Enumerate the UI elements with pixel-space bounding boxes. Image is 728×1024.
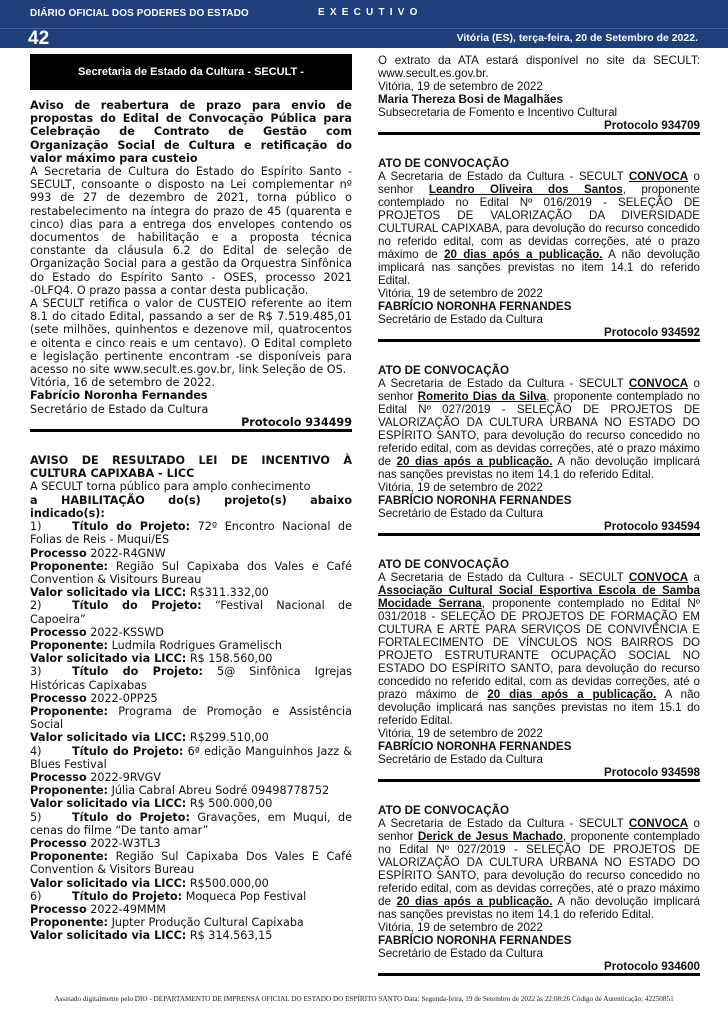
value-amount: R$ 158.560,00 (189, 652, 273, 666)
project-list (30, 520, 352, 943)
project-value (30, 797, 352, 810)
ata-extract (378, 54, 700, 135)
project-title: Gravações, em Muqui, de cenas do filme “De tanto amar” (30, 810, 352, 837)
deadline: 20 dias após a publicação. (396, 455, 553, 468)
project-item (30, 745, 352, 771)
signer-name: Maria Thereza Bosi de Magalhães (378, 93, 563, 106)
act-title: ATO DE CONVOCAÇÃO (378, 364, 509, 377)
project-process (30, 692, 352, 705)
project-title: 5@ Sinfônica Igrejas Históricas Capixabas (30, 665, 353, 692)
notice-title: AVISO DE RESULTADO LEI DE INCENTIVO À CULTURA CAPIXABA - LICC (30, 454, 352, 481)
value-label: Valor solicitado via LICC: (30, 797, 187, 811)
project-value (30, 731, 352, 744)
value-amount: R$311.332,00 (189, 586, 269, 600)
act-spacer (378, 135, 700, 157)
proponent-label: Proponente: (30, 784, 109, 798)
signer-name: FABRÍCIO NORONHA FERNANDES (378, 300, 572, 313)
project-title-label: Título do Projeto: (72, 744, 184, 758)
process-number: 2022-9RVGV (90, 770, 161, 784)
signer-role: Secretário de Estado da Cultura (378, 313, 543, 326)
notice-intro: A SECULT torna público para amplo conhecimento (30, 480, 311, 494)
value-label: Valor solicitado via LICC: (30, 731, 187, 745)
proponent-name: Região Sul Capixaba Dos Vales E Café Convention & Visitors Bureau (30, 850, 352, 877)
act-connector: a (688, 571, 700, 584)
convoked-name: Derick de Jesus Machado (417, 830, 563, 843)
act-connector: o senhor (378, 817, 700, 843)
act-sanction: A não devolução implicará nas sanções previstas no item 15.1 do referido Edital. (378, 688, 700, 727)
right-column (378, 54, 700, 976)
project-number: 5) (30, 810, 42, 824)
process-number: 2022-49MMM (90, 902, 166, 916)
project-item (30, 520, 352, 546)
convoca-keyword: CONVOCA (628, 817, 689, 830)
project-value (30, 586, 352, 599)
proponent-name: Região Sul Capixaba dos Vales e Café Convention & Visitours Bureau (30, 559, 352, 586)
act-sanction: A não devolução implicará nas sanções previstas no item 14.1 do referido Edital. (378, 895, 700, 921)
proponent-name: Ludmila Rodrigues Gramelisch (111, 638, 282, 652)
project-title-label: Título do Projeto: (72, 810, 190, 824)
place-date: Vitória, 19 de setembro de 2022 (378, 80, 543, 93)
place-date: Vitória, 19 de setembro de 2022 (378, 481, 543, 494)
place-date: Vitória, 19 de setembro de 2022 (378, 727, 543, 740)
project-process (30, 771, 352, 784)
act-sanction: A não devolução implicará nas sanções previstas no item 14.1 do referido Edital. (378, 455, 700, 481)
act-title: ATO DE CONVOCAÇÃO (378, 804, 509, 817)
value-amount: R$ 500.000,00 (189, 797, 273, 811)
proponent-name: Jupter Produção Cultural Capixaba (111, 916, 304, 930)
process-number: 2022-R4GNW (90, 546, 166, 560)
section-name: EXECUTIVO (318, 7, 423, 18)
act-spacer (378, 782, 700, 804)
proponent-label: Proponente: (30, 916, 109, 930)
deadline: 20 dias após a publicação. (487, 688, 657, 701)
notice-licc-result (30, 454, 352, 943)
signer-name: Fabrício Noronha Fernandes (30, 389, 208, 403)
project-process (30, 837, 352, 850)
act-text: , proponente contemplado no Edital Nº 031/2018 - SELEÇÃO DE PROJETOS DE FORMAÇÃO EM CULTURA E ARTE PARA SERVIÇOS DE CONVIVÊNCIA E FORTALECIMENTO DE VÍNCULOS NOS BAIRROS DO PROJETO ESTRUTURANTE OCUPAÇÃO SOCIAL NO ESTADO DO ESPÍRITO SANTO, para devolução do recurso concedido no referido edital, com as devidas correções, até o prazo máximo de (378, 597, 700, 701)
value-label: Valor solicitado via LICC: (30, 929, 187, 943)
digital-signature-footer: Assinado digitalmente pelo DIO - DEPARTAMENTO DE IMPRENSA OFICIAL DO ESTADO DO ESPÍRITO SANTO Data: Segunda-feira, 19 de Setembro de 2022 às 22:08:26 Código de Autenticação: 42250851 (54, 995, 674, 1003)
page-info-bar (0, 28, 728, 48)
project-title: 6ª edição Manguinhos Jazz & Blues Festival (30, 744, 352, 771)
signer-name: FABRÍCIO NORONHA FERNANDES (378, 494, 572, 507)
convoca-keyword: CONVOCA (628, 170, 689, 183)
value-amount: R$299.510,00 (189, 731, 269, 745)
deadline: 20 dias após a publicação. (444, 248, 603, 261)
page-number: 42 (28, 28, 50, 49)
notice-body: A Secretaria de Cultura do Estado do Espírito Santo - SECULT, consoante o disposto na Lei complementar nº 993 de 27 de dezembro de 2021, torna público o restabelecimento na íntegra do prazo de 45 (quarenta e cinco) dias para a entrega dos envelopes contendo os documentos de habilitação e a proposta técnica constante da cláusula 6.2 do Edital de seleção de Organização Social para a gestão da Orquestra Sinfônica do Estado do Espírito Santo - OSES, processo 2021 -0LFQ4. O prazo passa a contar desta publicação. (30, 165, 352, 297)
project-proponent (30, 705, 352, 731)
proponent-name: Programa de Promoção e Assistência Social (30, 704, 352, 732)
project-number: 6) (30, 889, 42, 903)
convoca-keyword: CONVOCA (628, 571, 689, 584)
publication-name: DIÁRIO OFICIAL DOS PODERES DO ESTADO (30, 8, 249, 19)
project-item (30, 599, 352, 625)
convocation-act (378, 135, 700, 342)
project-process (30, 626, 352, 639)
convoked-name: Leandro Oliveira dos Santos (428, 183, 623, 196)
ata-body: O extrato da ATA estará disponível no site da SECULT: www.secult.es.gov.br. (378, 54, 700, 80)
act-sanction: A não devolução implicará nas sanções previstas no item 14.1 do referido Edital. (378, 248, 700, 287)
process-number: 2022-0PP25 (90, 691, 158, 705)
protocol-number: Protocolo 934709 (378, 119, 700, 135)
notice-intro-bold: a HABILITAÇÃO do(s) projeto(s) abaixo indicado(s): (30, 493, 352, 520)
project-item (30, 811, 352, 837)
project-proponent (30, 784, 352, 797)
protocol-number: Protocolo 934499 (30, 416, 352, 432)
project-title-label: Título do Projeto: (72, 665, 203, 679)
act-intro: A Secretaria de Estado da Cultura - SECULT (378, 170, 629, 183)
convocation-act (378, 782, 700, 976)
project-proponent (30, 639, 352, 652)
convoked-name: Associação Cultural Social Esportiva Escola de Samba Mocidade Serrana (378, 584, 700, 610)
project-proponent (30, 850, 352, 876)
process-label: Processo (30, 836, 87, 850)
act-intro: A Secretaria de Estado da Cultura - SECULT (378, 377, 629, 390)
act-text: , proponente contemplado no Edital Nº 027/2019 - SELEÇÃO DE PROJETOS DE VALORIZAÇÃO DA CULTURA URBANA NO ESTADO DO ESPÍRITO SANTO, para devolução do recurso concedido no referido edital, com as devidas correções, até o prazo máximo de (378, 390, 700, 468)
project-number: 1) (30, 520, 42, 534)
project-proponent (30, 560, 352, 586)
proponent-label: Proponente: (30, 559, 109, 573)
process-number: 2022-W3TL3 (90, 836, 161, 850)
project-title: “Festival Nacional de Capoeira” (30, 599, 352, 626)
protocol-number: Protocolo 934600 (378, 960, 700, 976)
project-item (30, 890, 352, 903)
section-title-box: Secretaria de Estado da Cultura - SECULT - (30, 54, 352, 90)
protocol-number: Protocolo 934598 (378, 766, 700, 782)
value-label: Valor solicitado via LICC: (30, 652, 187, 666)
protocol-number: Protocolo 934594 (378, 520, 700, 536)
value-label: Valor solicitado via LICC: (30, 586, 187, 600)
project-process (30, 547, 352, 560)
act-body (378, 571, 700, 727)
process-label: Processo (30, 770, 87, 784)
signer-role: Secretário de Estado da Cultura (378, 753, 543, 766)
act-text: , proponente contemplado no Edital Nº 027/2019 - SELEÇÃO DE PROJETOS DE VALORIZAÇÃO DA CULTURA URBANA NO ESTADO DO ESPÍRITO SANTO, para devolução do recurso concedido no referido edital, com as devidas correções, até o prazo máximo de (378, 830, 700, 908)
proponent-label: Proponente: (30, 704, 109, 718)
value-amount: R$ 314.563,15 (189, 929, 273, 943)
act-body (378, 377, 700, 481)
place-date: Vitória, 19 de setembro de 2022 (378, 287, 543, 300)
place-date: Vitória, 16 de setembro de 2022. (30, 376, 216, 390)
act-intro: A Secretaria de Estado da Cultura - SECULT (378, 571, 629, 584)
protocol-number: Protocolo 934592 (378, 326, 700, 342)
project-value (30, 652, 352, 665)
project-title-label: Título do Projeto: (72, 520, 191, 534)
act-connector: o senhor (378, 170, 700, 196)
project-proponent (30, 916, 352, 929)
act-body (378, 170, 700, 287)
signer-role: Secretário de Estado da Cultura (378, 947, 543, 960)
project-process (30, 903, 352, 916)
process-number: 2022-KSSWD (90, 625, 164, 639)
project-title: Moqueca Pop Festival (185, 889, 307, 903)
convoca-keyword: CONVOCA (628, 377, 689, 390)
signer-role: Secretário de Estado da Cultura (378, 507, 543, 520)
process-label: Processo (30, 902, 87, 916)
project-number: 4) (30, 744, 42, 758)
notice-reopening (30, 99, 352, 432)
notice-body: A SECULT retifica o valor de CUSTEIO referente ao item 8.1 do citado Edital, passando a ser de R$ 7.519.485,01 (sete milhões, quinhentos e dezenove mil, quatrocentos e oitenta e cinco reais e um centavo). O Edital completo e legislação pertinente encontram -se disponíveis para acesso no site www.secult.es.gov.br, link Seleção de OS. (30, 297, 352, 377)
act-connector: o senhor (378, 377, 700, 403)
act-title: ATO DE CONVOCAÇÃO (378, 558, 509, 571)
convocation-act (378, 536, 700, 782)
signer-name: FABRÍCIO NORONHA FERNANDES (378, 740, 572, 753)
project-value (30, 929, 352, 942)
act-intro: A Secretaria de Estado da Cultura - SECULT (378, 817, 629, 830)
signer-role: Subsecretaria de Fomento e Incentivo Cultural (378, 106, 618, 119)
place-date: Vitória, 19 de setembro de 2022 (378, 921, 543, 934)
proponent-label: Proponente: (30, 850, 109, 864)
act-text: , proponente contemplado no Edital Nº 016/2019 - SELEÇÃO DE PROJETOS DE VALORIZAÇÃO DA DIVERSIDADE CULTURAL CAPIXABA, para devolução do recurso concedido no referido edital, com as devidas correções, até o prazo máximo de (378, 183, 700, 261)
value-amount: R$500.000,00 (189, 876, 269, 890)
notice-title: Aviso de reabertura de prazo para envio de propostas do Edital de Convocação Pública para Celebração de Contrato de Gestão com Organização Social de Cultura e retificação do valor máximo para custeio (30, 99, 352, 165)
act-spacer (378, 536, 700, 558)
deadline: 20 dias após a publicação. (396, 895, 553, 908)
convocation-acts (378, 135, 700, 976)
project-title: 72º Encontro Nacional de Folias de Reis - Muqui/ES (30, 520, 352, 547)
edition-date: Vitória (ES), terça-feira, 20 de Setembro de 2022. (456, 32, 698, 44)
value-label: Valor solicitado via LICC: (30, 876, 187, 890)
proponent-name: Júlia Cabral Abreu Sodré 09498778752 (111, 784, 330, 798)
act-spacer (378, 342, 700, 364)
project-item (30, 665, 352, 691)
proponent-label: Proponente: (30, 638, 109, 652)
project-value (30, 877, 352, 890)
process-label: Processo (30, 691, 87, 705)
convoked-name: Romerito Dias da Silva (417, 390, 547, 403)
convocation-act (378, 342, 700, 536)
process-label: Processo (30, 546, 87, 560)
process-label: Processo (30, 625, 87, 639)
project-title-label: Título do Projeto: (72, 889, 183, 903)
project-title-label: Título do Projeto: (72, 599, 202, 613)
act-title: ATO DE CONVOCAÇÃO (378, 157, 509, 170)
project-number: 2) (30, 599, 42, 613)
left-column (30, 54, 352, 943)
masthead (0, 0, 728, 28)
signer-role: Secretário de Estado da Cultura (30, 402, 209, 416)
signer-name: FABRÍCIO NORONHA FERNANDES (378, 934, 572, 947)
project-number: 3) (30, 665, 42, 679)
act-body (378, 817, 700, 921)
